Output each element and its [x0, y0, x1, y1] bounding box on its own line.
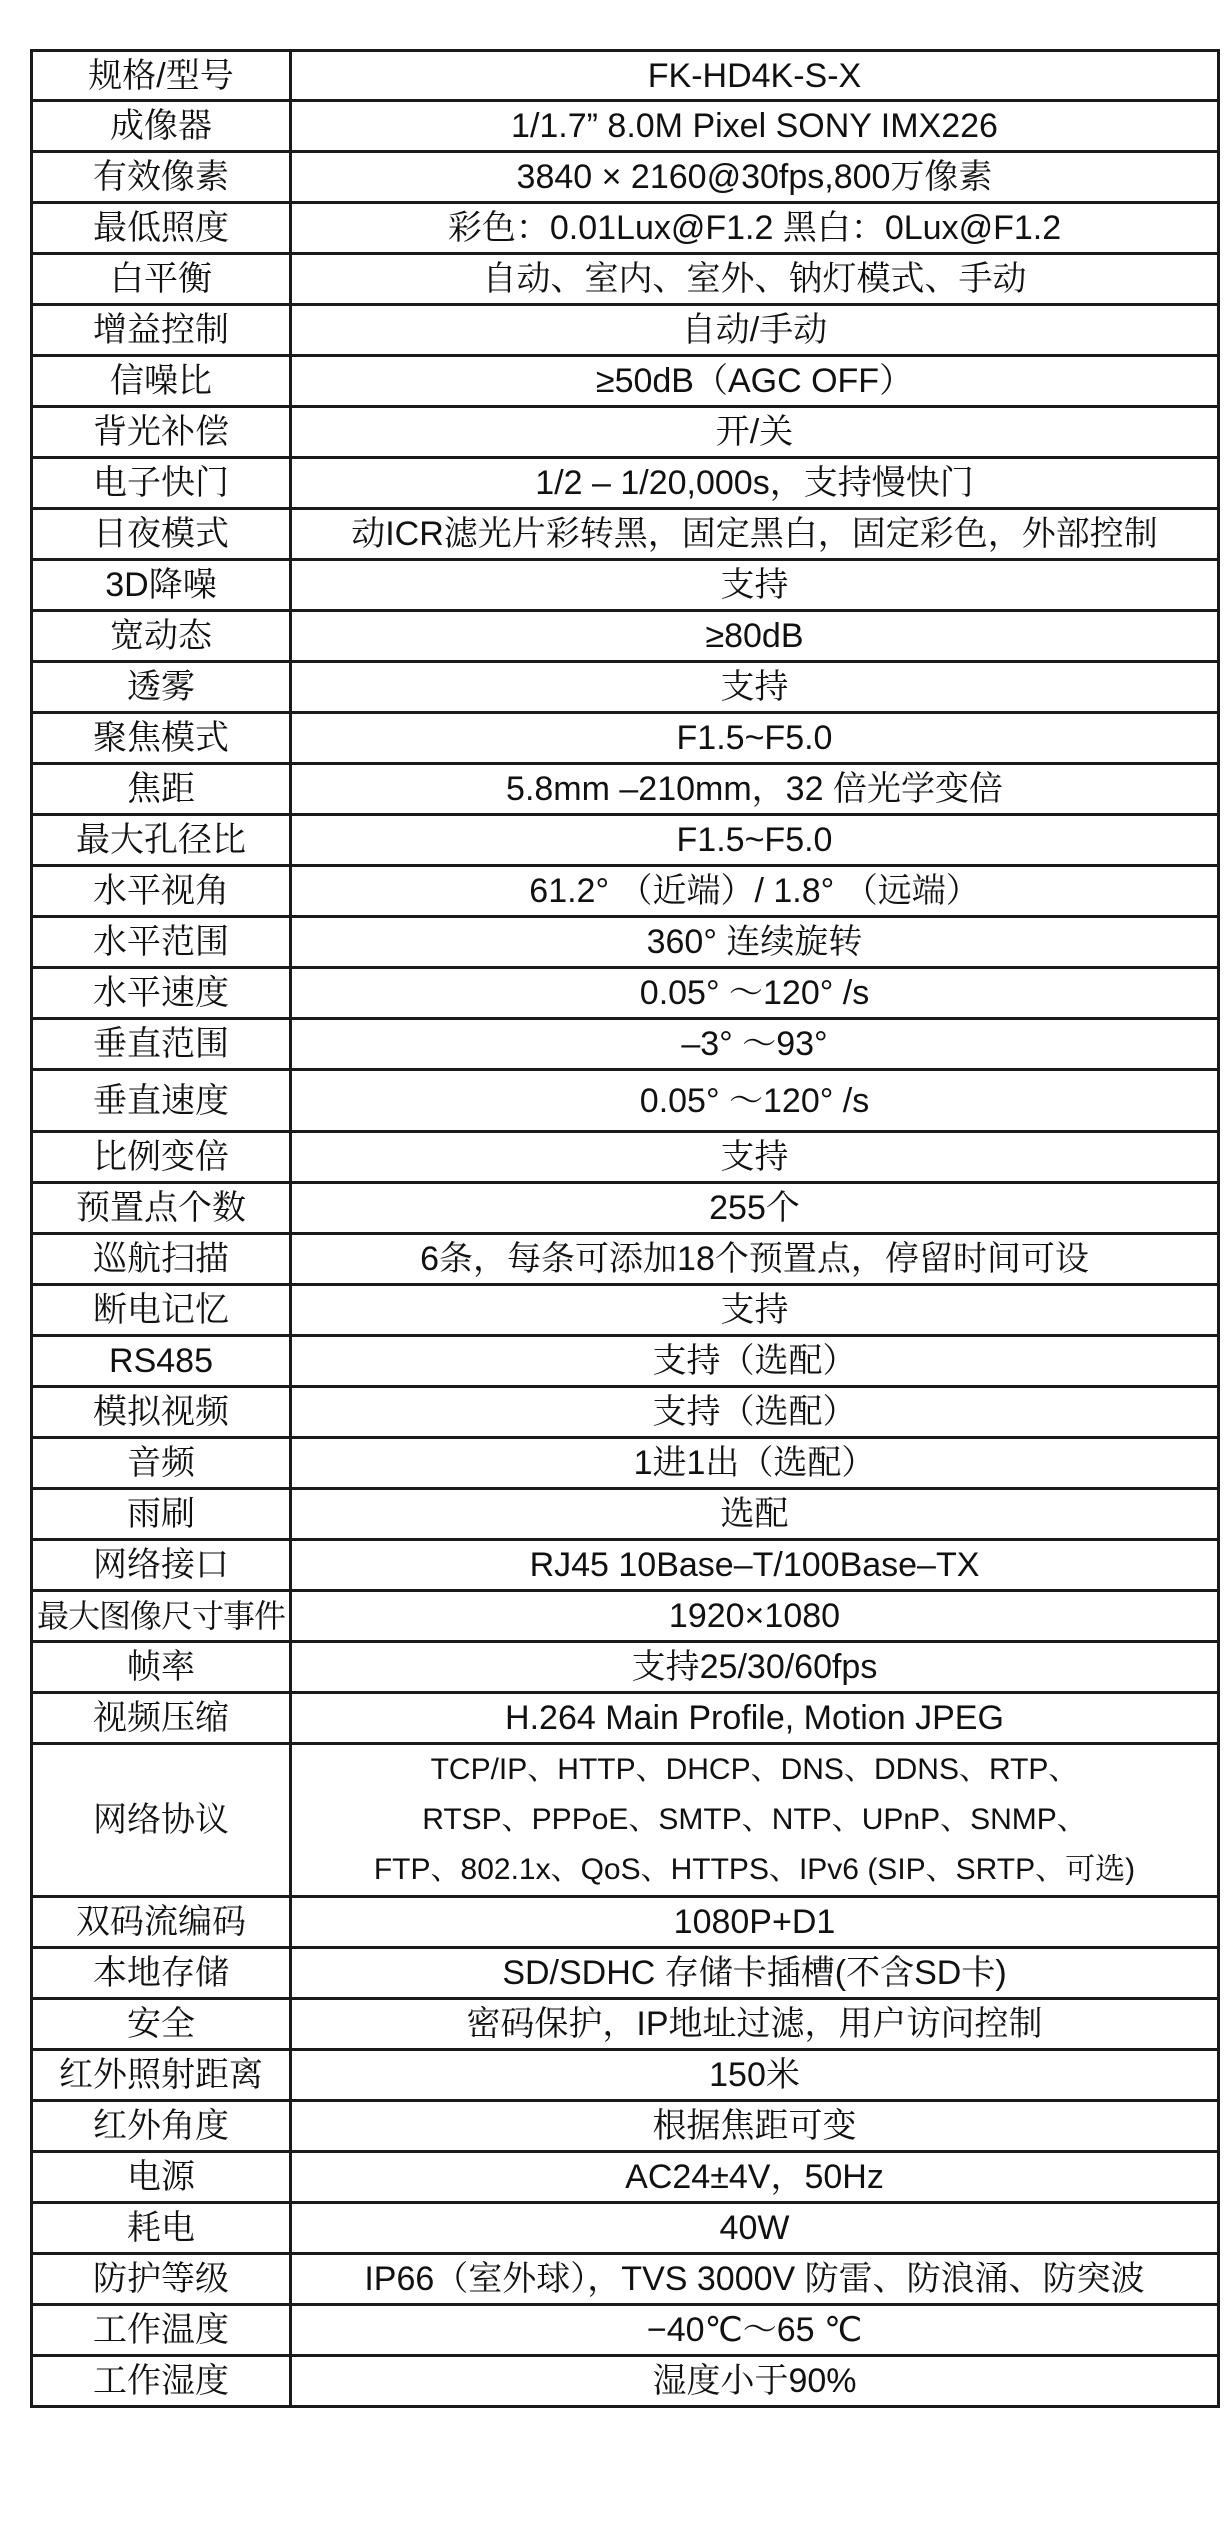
spec-value: 彩色：0.01Lux@F1.2 黑白：0Lux@F1.2 — [291, 203, 1219, 254]
spec-value: ≥50dB（AGC OFF） — [291, 356, 1219, 407]
spec-value-line: RTSP、PPPoE、SMTP、NTP、UPnP、SNMP、 — [422, 1803, 1087, 1836]
spec-label: 水平范围 — [32, 917, 291, 968]
spec-label: 规格/型号 — [32, 51, 291, 101]
spec-label: 宽动态 — [32, 611, 291, 662]
spec-value: 支持（选配） — [291, 1387, 1219, 1438]
spec-label: RS485 — [32, 1336, 291, 1387]
spec-label: 焦距 — [32, 764, 291, 815]
spec-value: 选配 — [291, 1489, 1219, 1540]
spec-row — [32, 254, 1219, 305]
spec-row — [32, 2356, 1219, 2407]
spec-row — [32, 1070, 1219, 1132]
spec-value: 自动、室内、室外、钠灯模式、手动 — [291, 254, 1219, 305]
spec-label: 垂直范围 — [32, 1019, 291, 1070]
spec-label: 电子快门 — [32, 458, 291, 509]
spec-row — [32, 51, 1219, 101]
spec-row — [32, 203, 1219, 254]
spec-row — [32, 2152, 1219, 2203]
spec-row — [32, 1183, 1219, 1234]
spec-value: 1/2 – 1/20,000s，支持慢快门 — [291, 458, 1219, 509]
spec-label: 网络接口 — [32, 1540, 291, 1591]
spec-value: IP66（室外球），TVS 3000V 防雷、防浪涌、防突波 — [291, 2254, 1219, 2305]
spec-row — [32, 509, 1219, 560]
spec-value: F1.5~F5.0 — [291, 713, 1219, 764]
spec-value: H.264 Main Profile, Motion JPEG — [291, 1693, 1219, 1744]
spec-row — [32, 1336, 1219, 1387]
spec-label: 3D降噪 — [32, 560, 291, 611]
spec-value: AC24±4V，50Hz — [291, 2152, 1219, 2203]
spec-row — [32, 1019, 1219, 1070]
spec-row — [32, 968, 1219, 1019]
spec-value: RJ45 10Base–T/100Base–TX — [291, 1540, 1219, 1591]
spec-value: 根据焦距可变 — [291, 2101, 1219, 2152]
spec-row — [32, 1489, 1219, 1540]
spec-row — [32, 2254, 1219, 2305]
spec-row — [32, 1540, 1219, 1591]
spec-row — [32, 713, 1219, 764]
spec-value: 支持 — [291, 1132, 1219, 1183]
spec-value: 1进1出（选配） — [291, 1438, 1219, 1489]
spec-row — [32, 2203, 1219, 2254]
spec-label: 最低照度 — [32, 203, 291, 254]
spec-row — [32, 1642, 1219, 1693]
spec-value: 密码保护，IP地址过滤，用户访问控制 — [291, 1999, 1219, 2050]
spec-row — [32, 2101, 1219, 2152]
spec-row — [32, 2050, 1219, 2101]
spec-row — [32, 815, 1219, 866]
spec-label: 最大图像尺寸事件 — [32, 1591, 291, 1642]
spec-label: 模拟视频 — [32, 1387, 291, 1438]
spec-label: 电源 — [32, 2152, 291, 2203]
spec-label: 防护等级 — [32, 2254, 291, 2305]
spec-row — [32, 305, 1219, 356]
spec-value: 1080P+D1 — [291, 1897, 1219, 1948]
spec-value: –3° ～93° — [291, 1019, 1219, 1070]
spec-value: 自动/手动 — [291, 305, 1219, 356]
spec-value: 开/关 — [291, 407, 1219, 458]
spec-label: 音频 — [32, 1438, 291, 1489]
spec-value: 支持 — [291, 1285, 1219, 1336]
spec-label: 安全 — [32, 1999, 291, 2050]
spec-value: 0.05° ～120° /s — [291, 968, 1219, 1019]
spec-value-line: FTP、802.1x、QoS、HTTPS、IPv6 (SIP、SRTP、可选) — [373, 1853, 1136, 1886]
spec-label: 工作湿度 — [32, 2356, 291, 2407]
spec-label: 网络协议 — [32, 1744, 291, 1897]
spec-row — [32, 1234, 1219, 1285]
spec-label: 透雾 — [32, 662, 291, 713]
spec-value: −40℃～65 ℃ — [291, 2305, 1219, 2356]
spec-value — [291, 1744, 1219, 1897]
spec-label: 耗电 — [32, 2203, 291, 2254]
spec-label: 断电记忆 — [32, 1285, 291, 1336]
spec-label: 本地存储 — [32, 1948, 291, 1999]
spec-value: F1.5~F5.0 — [291, 815, 1219, 866]
spec-label: 帧率 — [32, 1642, 291, 1693]
spec-row — [32, 1591, 1219, 1642]
spec-label: 红外角度 — [32, 2101, 291, 2152]
spec-row — [32, 1693, 1219, 1744]
spec-row — [32, 1285, 1219, 1336]
spec-row — [32, 1897, 1219, 1948]
spec-row — [32, 1999, 1219, 2050]
spec-value: 6条，每条可添加18个预置点，停留时间可设 — [291, 1234, 1219, 1285]
spec-value: FK-HD4K-S-X — [291, 51, 1219, 101]
spec-label: 比例变倍 — [32, 1132, 291, 1183]
spec-value: 5.8mm –210mm，32 倍光学变倍 — [291, 764, 1219, 815]
spec-label: 双码流编码 — [32, 1897, 291, 1948]
spec-label: 背光补偿 — [32, 407, 291, 458]
spec-value: 61.2° （近端）/ 1.8° （远端） — [291, 866, 1219, 917]
spec-value-line: TCP/IP、HTTP、DHCP、DNS、DDNS、RTP、 — [430, 1753, 1079, 1786]
spec-row — [32, 1387, 1219, 1438]
spec-value: 动ICR滤光片彩转黑，固定黑白，固定彩色，外部控制 — [291, 509, 1219, 560]
spec-value: 1/1.7” 8.0M Pixel SONY IMX226 — [291, 101, 1219, 152]
spec-row — [32, 917, 1219, 968]
spec-value: 40W — [291, 2203, 1219, 2254]
spec-value: 360° 连续旋转 — [291, 917, 1219, 968]
spec-label: 预置点个数 — [32, 1183, 291, 1234]
spec-label: 红外照射距离 — [32, 2050, 291, 2101]
spec-label: 白平衡 — [32, 254, 291, 305]
spec-row — [32, 2305, 1219, 2356]
spec-value: 支持 — [291, 560, 1219, 611]
spec-row — [32, 152, 1219, 203]
spec-value: 支持 — [291, 662, 1219, 713]
spec-label: 聚焦模式 — [32, 713, 291, 764]
spec-value: 1920×1080 — [291, 1591, 1219, 1642]
spec-label: 最大孔径比 — [32, 815, 291, 866]
spec-value: ≥80dB — [291, 611, 1219, 662]
spec-row — [32, 407, 1219, 458]
spec-label: 视频压缩 — [32, 1693, 291, 1744]
spec-label: 增益控制 — [32, 305, 291, 356]
spec-table — [30, 49, 1220, 2408]
spec-row — [32, 866, 1219, 917]
spec-label: 成像器 — [32, 101, 291, 152]
spec-row — [32, 1438, 1219, 1489]
spec-label: 雨刷 — [32, 1489, 291, 1540]
spec-row — [32, 611, 1219, 662]
spec-value: 255个 — [291, 1183, 1219, 1234]
spec-row — [32, 356, 1219, 407]
spec-label: 水平视角 — [32, 866, 291, 917]
spec-table-body — [32, 51, 1219, 2407]
spec-row — [32, 662, 1219, 713]
spec-value: 支持（选配） — [291, 1336, 1219, 1387]
spec-value: 150米 — [291, 2050, 1219, 2101]
spec-row — [32, 1744, 1219, 1897]
spec-value: 支持25/30/60fps — [291, 1642, 1219, 1693]
spec-row — [32, 560, 1219, 611]
spec-label: 垂直速度 — [32, 1070, 291, 1132]
spec-value: SD/SDHC 存储卡插槽(不含SD卡) — [291, 1948, 1219, 1999]
spec-row — [32, 101, 1219, 152]
spec-value: 3840 × 2160@30fps,800万像素 — [291, 152, 1219, 203]
spec-label: 巡航扫描 — [32, 1234, 291, 1285]
spec-label: 有效像素 — [32, 152, 291, 203]
spec-row — [32, 1948, 1219, 1999]
spec-value: 湿度小于90% — [291, 2356, 1219, 2407]
spec-label: 信噪比 — [32, 356, 291, 407]
spec-label: 日夜模式 — [32, 509, 291, 560]
spec-label: 工作温度 — [32, 2305, 291, 2356]
spec-row — [32, 1132, 1219, 1183]
spec-row — [32, 458, 1219, 509]
spec-row — [32, 764, 1219, 815]
spec-value: 0.05° ～120° /s — [291, 1070, 1219, 1132]
spec-label: 水平速度 — [32, 968, 291, 1019]
